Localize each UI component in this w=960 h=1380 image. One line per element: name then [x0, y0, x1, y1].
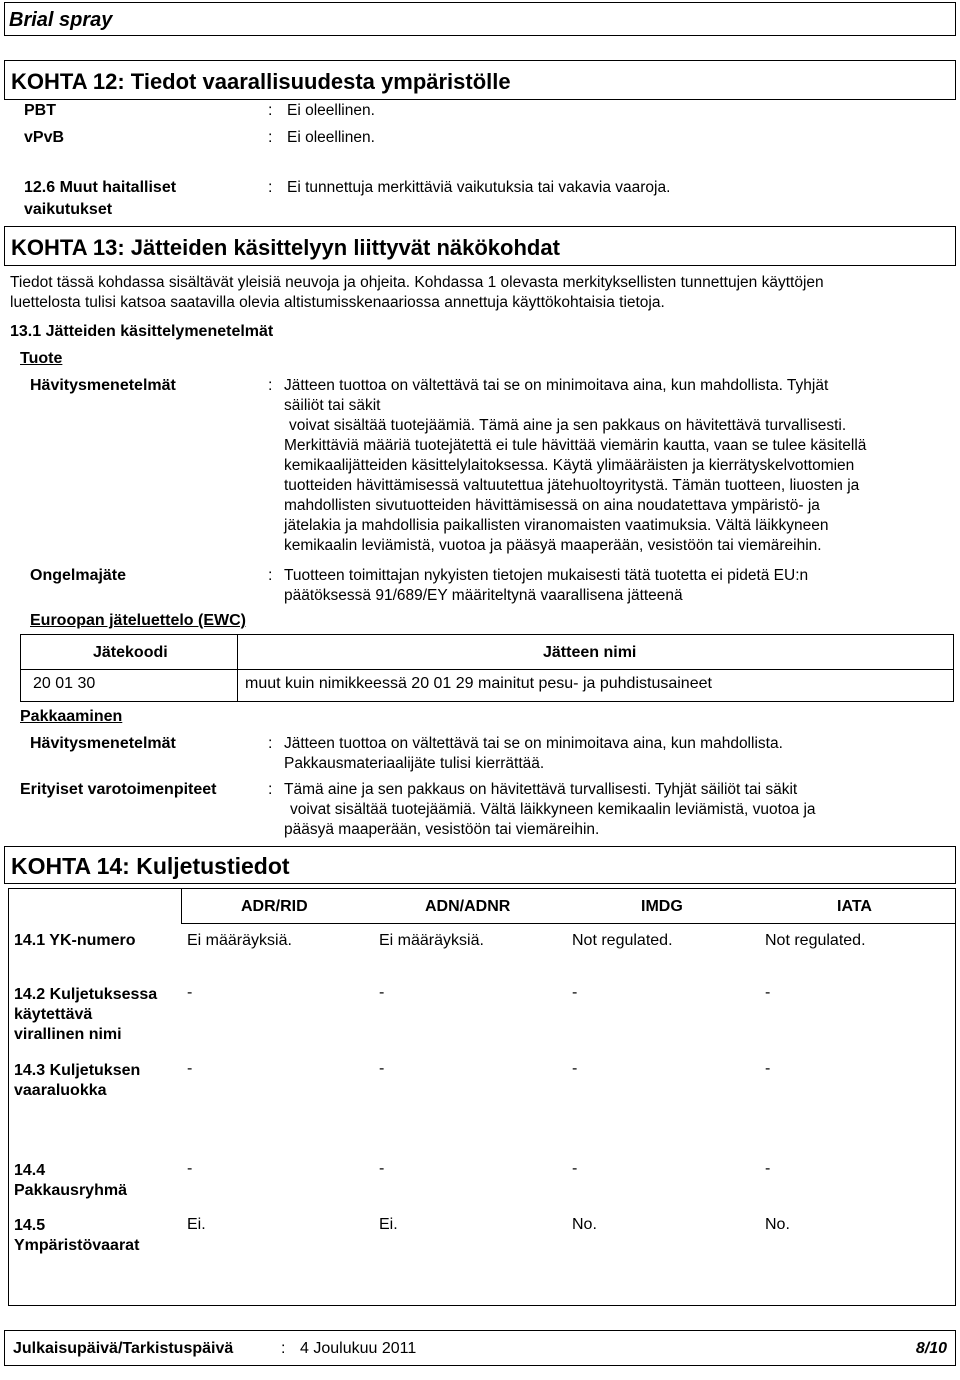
shipping-name-label-line: 14.2 Kuljetuksessa [14, 986, 158, 1003]
shipping-name-label-line: virallinen nimi [14, 1026, 122, 1043]
packaging-heading: Pakkaaminen [20, 708, 123, 725]
page-number: 8/10 [915, 1340, 947, 1357]
ewc-row-name: muut kuin nimikkeessä 20 01 29 mainitut pesu- ja puhdistusaineet [245, 675, 712, 692]
footer-date: 4 Joulukuu 2011 [300, 1340, 417, 1357]
disposal-line: säiliöt tai säkit [284, 397, 381, 414]
env-hazards-label-line: Ympäristövaarat [14, 1237, 140, 1254]
env-hazards-imdg: No. [572, 1216, 597, 1233]
disposal-line: voivat sisältää tuotejäämiä. Tämä aine ja sen pakkaus on hävitettävä turvallisesti. [289, 417, 847, 434]
hazard-class-adn: - [379, 1060, 385, 1077]
un-number-label: 14.1 YK-numero [14, 932, 136, 949]
section-13-intro-2: luettelosta tulisi katsoa saatavilla olevia altistumisskenaariossa annettuja käyttökohtaisia tietoja. [10, 294, 665, 311]
ewc-row-code: 20 01 30 [33, 675, 96, 692]
other-effects-value: Ei tunnettuja merkittäviä vaikutuksia tai vakavia vaaroja. [287, 179, 671, 196]
section-13-heading: KOHTA 13: Jätteiden käsittelyyn liittyvät näkökohdat [4, 226, 956, 266]
hazardous-line: päätöksessä 91/689/EY määriteltynä vaarallisena jätteenä [284, 587, 683, 604]
transport-col-imdg: IMDG [641, 898, 683, 915]
hazard-class-label [14, 1061, 140, 1101]
transport-col-iata: IATA [837, 898, 872, 915]
vpvb-label: vPvB [24, 129, 65, 146]
disposal-methods-text [284, 376, 954, 556]
vpvb-value: Ei oleellinen. [287, 129, 375, 146]
packing-group-iata: - [765, 1160, 771, 1177]
hazard-class-imdg: - [572, 1060, 578, 1077]
shipping-name-label-line: käytettävä [14, 1006, 93, 1023]
section-12-heading: KOHTA 12: Tiedot vaarallisuudesta ympäristölle [4, 60, 956, 100]
product-title: Brial spray [9, 9, 113, 31]
disposal-methods-label: Hävitysmenetelmät [30, 377, 176, 394]
section-14-heading: KOHTA 14: Kuljetustiedot [4, 846, 956, 884]
ewc-header-code: Jätekoodi [93, 644, 168, 661]
ewc-heading: Euroopan jäteluettelo (EWC) [30, 612, 246, 629]
packaging-disposal-text [284, 734, 954, 774]
env-hazards-adn: Ei. [379, 1216, 398, 1233]
transport-col-adn: ADN/ADNR [425, 898, 511, 915]
shipping-name-iata: - [765, 984, 771, 1001]
env-hazards-iata: No. [765, 1216, 790, 1233]
disposal-methods-colon: : [268, 377, 273, 394]
other-effects-colon: : [268, 179, 273, 196]
footer-colon: : [281, 1340, 286, 1357]
shipping-name-label [14, 985, 157, 1045]
document-header [4, 2, 956, 36]
transport-table [8, 888, 956, 1306]
precautions-line: voivat sisältää tuotejäämiä. Vältä läikkyneen kemikaalin leviämistä, vuotoa ja [290, 801, 816, 818]
other-effects-label-2: vaikutukset [24, 201, 113, 218]
packing-group-label-line: 14.4 [14, 1162, 46, 1179]
env-hazards-label-line: 14.5 [14, 1217, 46, 1234]
packing-group-adn: - [379, 1160, 385, 1177]
pbt-label: PBT [24, 102, 56, 119]
env-hazards-adr: Ei. [187, 1216, 206, 1233]
special-precautions-colon: : [268, 781, 273, 798]
disposal-line: jätelakia ja mahdollisia paikallisten viranomaisten vaatimuksia. Vältä läikkyneen [284, 517, 829, 534]
disposal-line: Jätteen tuottoa on vältettävä tai se on minimoitava aina, kun mahdollista. Tyhjät [284, 377, 829, 394]
product-heading: Tuote [20, 350, 63, 367]
packaging-disposal-label: Hävitysmenetelmät [30, 735, 176, 752]
footer-date-label: Julkaisupäivä/Tarkistuspäivä [13, 1340, 234, 1357]
un-number-adn: Ei määräyksiä. [379, 932, 484, 949]
shipping-name-adn: - [379, 984, 385, 1001]
un-number-adr: Ei määräyksiä. [187, 932, 292, 949]
ewc-header-name: Jätteen nimi [543, 644, 637, 661]
disposal-line: tuotteiden hävittämisessä valtuutettua jätehuoltoyritystä. Tämän tuotteen, liuosten ja [284, 477, 860, 494]
hazard-class-adr: - [187, 1060, 193, 1077]
packing-group-label-line: Pakkausryhmä [14, 1182, 127, 1199]
disposal-line: Merkittäviä määriä tuotejätettä ei tule hävittää viemärin kautta, vaan se tulee käsitellä [284, 437, 867, 454]
hazard-class-label-line: 14.3 Kuljetuksen [14, 1062, 141, 1079]
vpvb-colon: : [268, 129, 273, 146]
env-hazards-label [14, 1216, 139, 1256]
hazardous-waste-label: Ongelmajäte [30, 567, 127, 584]
hazardous-waste-text [284, 566, 954, 606]
special-precautions-text [284, 780, 954, 840]
hazard-class-iata: - [765, 1060, 771, 1077]
un-number-iata: Not regulated. [765, 932, 866, 949]
hazard-class-label-line: vaaraluokka [14, 1082, 107, 1099]
hazardous-waste-colon: : [268, 567, 273, 584]
packaging-disposal-colon: : [268, 735, 273, 752]
transport-col-adr: ADR/RID [241, 898, 308, 915]
precautions-line: Tämä aine ja sen pakkaus on hävitettävä turvallisesti. Tyhjät säiliöt tai säkit [284, 781, 798, 798]
special-precautions-label: Erityiset varotoimenpiteet [20, 781, 217, 798]
shipping-name-adr: - [187, 984, 193, 1001]
pbt-value: Ei oleellinen. [287, 102, 375, 119]
packing-group-label [14, 1161, 127, 1201]
disposal-line: mahdollisten sivutuotteiden hävittämisessä on aina noudatettava ympäristö- ja [284, 497, 820, 514]
un-number-imdg: Not regulated. [572, 932, 673, 949]
disposal-line: kemikaalijätteiden käsittelylaitoksessa. Käytä ylimääräisten ja kierrätyskelvottomien [284, 457, 855, 474]
packing-group-adr: - [187, 1160, 193, 1177]
packaging-disposal-line: Pakkausmateriaalijäte tulisi kierrättää. [284, 755, 545, 772]
precautions-line: pääsyä maaperään, vesistöön tai viemäreihin. [284, 821, 600, 838]
hazardous-line: Tuotteen toimittajan nykyisten tietojen mukaisesti tätä tuotetta ei pidetä EU:n [284, 567, 809, 584]
section-13-intro-1: Tiedot tässä kohdassa sisältävät yleisiä neuvoja ja ohjeita. Kohdassa 1 olevasta merkityksellisten tunnettujen käyttöjen [10, 274, 824, 291]
shipping-name-imdg: - [572, 984, 578, 1001]
other-effects-label-1: 12.6 Muut haitalliset [24, 179, 177, 196]
packaging-disposal-line: Jätteen tuottoa on vältettävä tai se on minimoitava aina, kun mahdollista. [284, 735, 783, 752]
ewc-table [20, 634, 954, 702]
document-footer [4, 1330, 956, 1366]
pbt-colon: : [268, 102, 273, 119]
disposal-line: kemikaalin leviämistä, vuotoa ja pääsyä maaperään, vesistöön tai viemäreihin. [284, 537, 822, 554]
section-13-1-heading: 13.1 Jätteiden käsittelymenetelmät [10, 323, 274, 340]
packing-group-imdg: - [572, 1160, 578, 1177]
